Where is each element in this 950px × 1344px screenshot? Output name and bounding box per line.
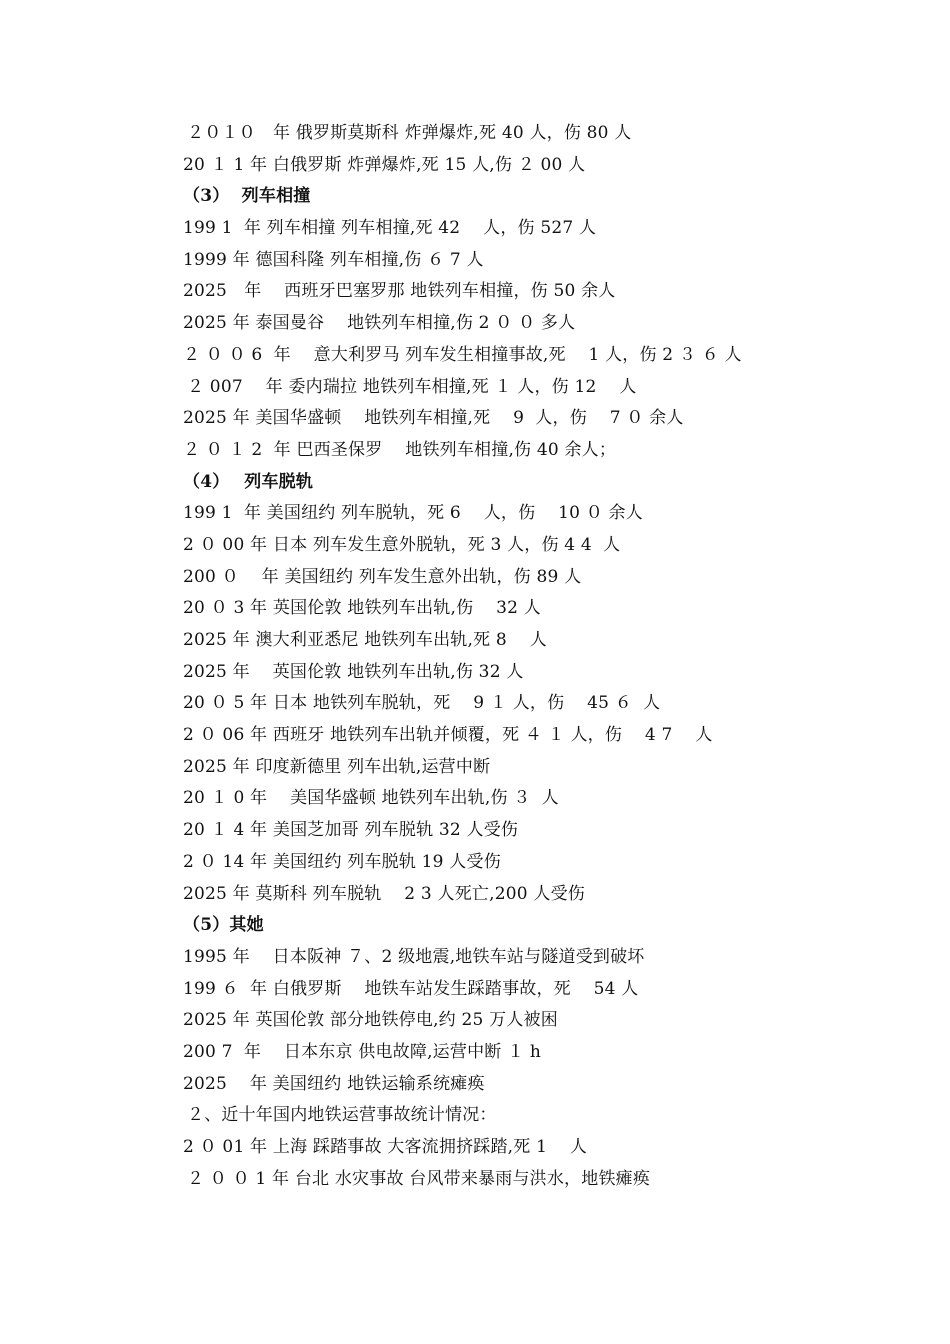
text-line: 2025 年 西班牙巴塞罗那 地铁列车相撞，伤 50 余人 [183,281,616,302]
text-line: 2 ０ 06 年 西班牙 地铁列车出轨并倾覆，死 ４ １ 人，伤 4 7 人 [183,725,713,746]
text-line: 200 ０ 年 美国纽约 列车发生意外出轨，伤 89 人 [183,566,582,587]
text-line: 1999 年 德国科隆 列车相撞,伤 ６ 7 人 [183,249,484,270]
document-body [183,118,883,1195]
section-heading: （4） 列车脱轨 [183,471,314,492]
text-line: 199 1 年 美国纽约 列车脱轨，死 6 人，伤 10 ０ 余人 [183,503,643,524]
text-line: 2 ０ 00 年 日本 列车发生意外脱轨，死 3 人，伤 4 4 人 [183,534,621,555]
text-line: ２、近十年国内地铁运营事故统计情况： [187,1105,497,1126]
text-line: 20 ０ 5 年 日本 地铁列车脱轨，死 9 １ 人，伤 45 ６ 人 [183,693,661,714]
text-line: 2 ０ 01 年 上海 踩踏事故 大客流拥挤踩踏,死 1 人 [183,1137,588,1157]
section-heading: （3） 列车相撞 [183,186,311,207]
text-line: ２０１０ 年 俄罗斯莫斯科 炸弹爆炸,死 40 人，伤 80 人 [187,123,632,143]
text-line: ２ 007 年 委内瑞拉 地铁列车相撞,死 １ 人，伤 12 人 [187,376,637,397]
text-line: 20 １ 4 年 美国芝加哥 列车脱轨 32 人受伤 [183,820,519,841]
text-line: 2025 年 英国伦敦 部分地铁停电,约 25 万人被困 [183,1010,558,1031]
text-line: 2 ０ 14 年 美国纽约 列车脱轨 19 人受伤 [183,851,501,872]
text-line: 2025 年 莫斯科 列车脱轨 2 3 人死亡,200 人受伤 [183,883,585,904]
text-line: 20 ０ 3 年 英国伦敦 地铁列车出轨,伤 32 人 [183,598,541,619]
text-line: 2025 年 澳大利亚悉尼 地铁列车出轨,死 8 人 [183,630,547,650]
text-line: ２ ０ ０ 6 年 意大利罗马 列车发生相撞事故,死 1 人，伤 2 ３ ６ 人 [183,344,742,365]
text-line: 199 1 年 列车相撞 列车相撞,死 42 人，伤 527 人 [183,218,597,239]
text-line: 20 １ 1 年 白俄罗斯 炸弹爆炸,死 15 人,伤 ２ 00 人 [183,154,586,175]
text-line: 199 ６ 年 白俄罗斯 地铁车站发生踩踏事故，死 54 人 [183,978,639,999]
text-line: 2025 年 英国伦敦 地铁列车出轨,伤 32 人 [183,661,524,682]
text-line: 1995 年 日本阪神 ７、2 级地震,地铁车站与隧道受到破坏 [183,946,645,967]
text-line: ２ ０ １ 2 年 巴西圣保罗 地铁列车相撞,伤 40 余人； [183,439,617,460]
text-line: 20 １ 0 年 美国华盛顿 地铁列车出轨,伤 ３ 人 [183,788,559,809]
section-heading: （5）其她 [183,915,264,936]
text-line: 2025 年 美国华盛顿 地铁列车相撞,死 9 人，伤 7 ０ 余人 [183,408,684,429]
text-line: 2025 年 印度新德里 列车出轨,运营中断 [183,756,491,777]
text-line: 2025 年 美国纽约 地铁运输系统瘫痪 [183,1073,485,1094]
text-line: 2025 年 泰国曼谷 地铁列车相撞,伤 2 ０ ０ 多人 [183,313,576,334]
text-line: 200 7 年 日本东京 供电故障,运营中断 １ h [183,1041,542,1062]
text-line: ２ ０ ０ 1 年 台北 水灾事故 台风带来暴雨与洪水，地铁瘫痪 [187,1168,651,1189]
